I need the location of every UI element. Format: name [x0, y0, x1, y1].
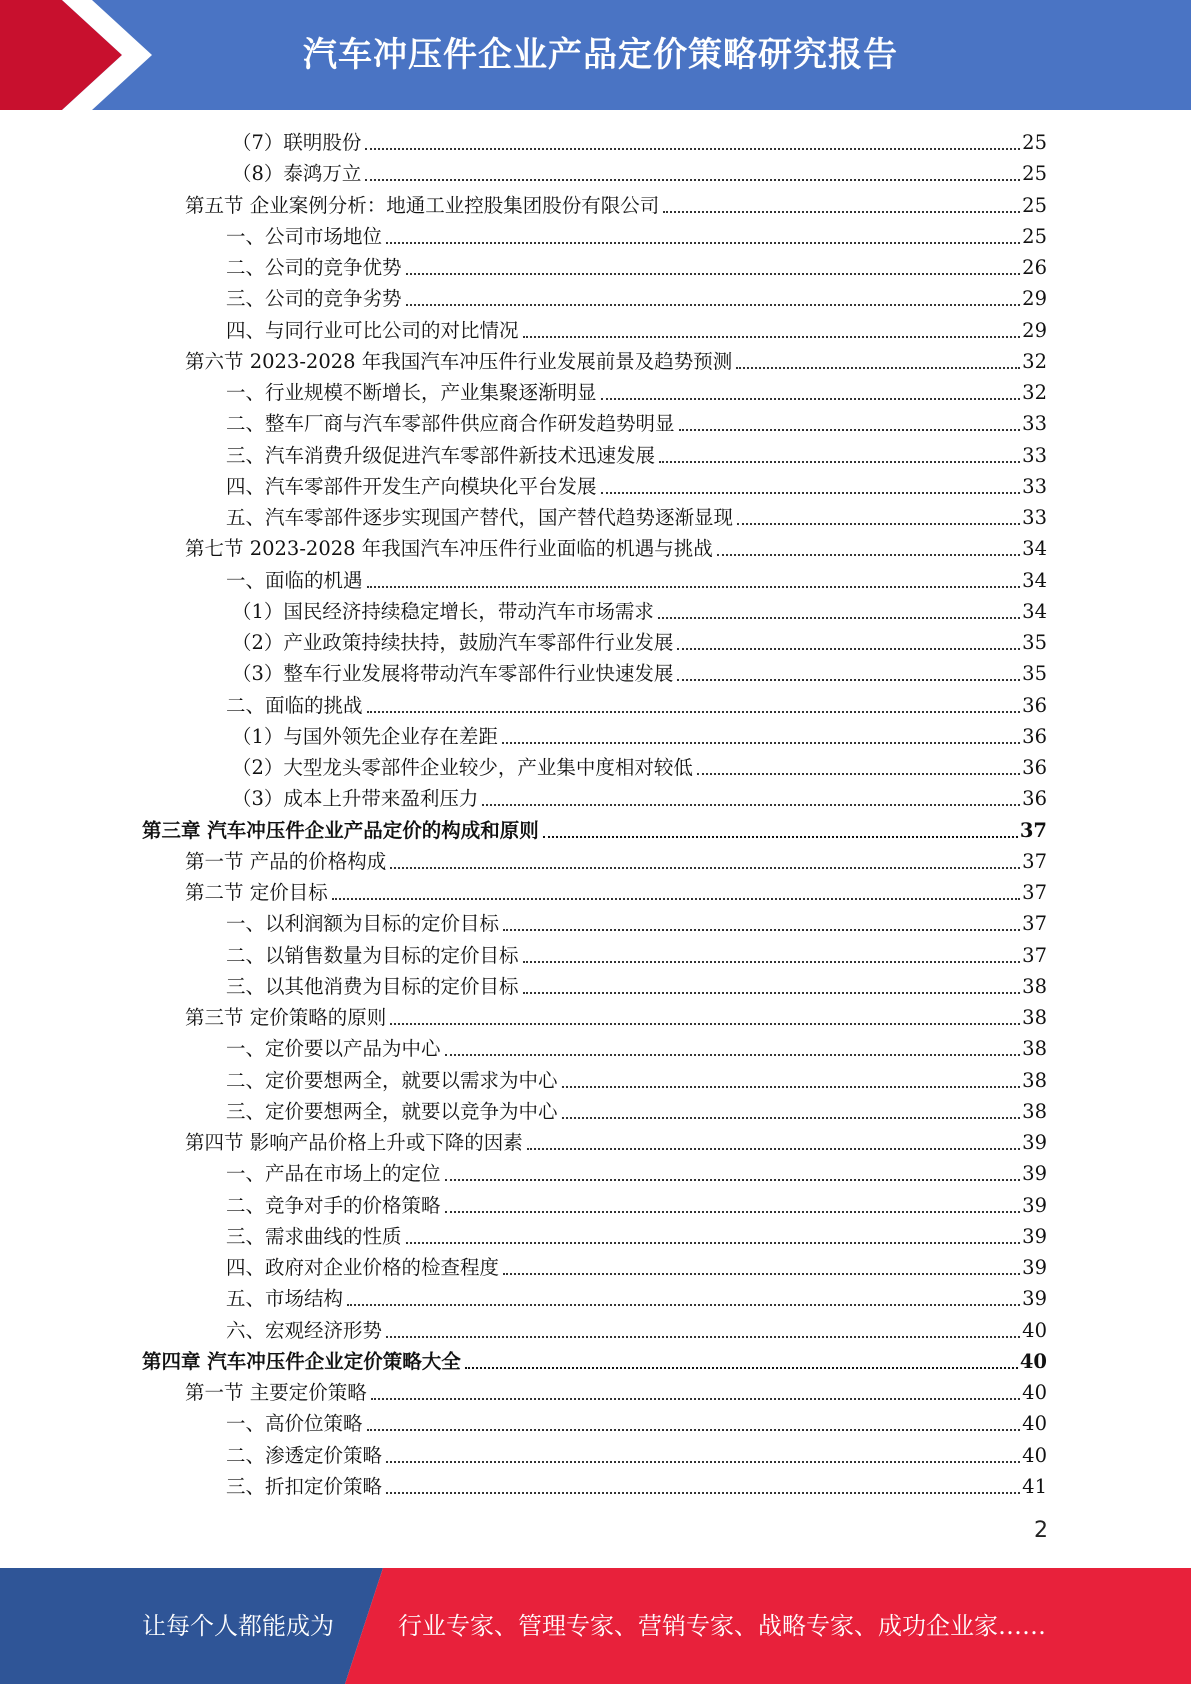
toc-entry[interactable]: [185, 846, 1047, 877]
toc-entry-page: 32: [1022, 349, 1047, 373]
toc-entry-label: 五、汽车零部件逐步实现国产替代，国产替代趋势逐渐显现: [226, 506, 734, 529]
toc-entry[interactable]: [226, 1096, 1047, 1127]
toc-entry-label: 二、竞争对手的价格策略: [226, 1193, 441, 1217]
toc-dot-leader: [679, 429, 1021, 431]
toc-dot-leader: [367, 711, 1021, 713]
toc-entry[interactable]: [226, 908, 1047, 939]
toc-dot-leader: [445, 1211, 1021, 1213]
toc-entry-page: 37: [1022, 943, 1047, 967]
toc-entry-page: 39: [1022, 1131, 1047, 1154]
toc-entry-page: 37: [1022, 912, 1047, 936]
toc-entry-label: 第六节 2023-2028 年我国汽车冲压件行业发展前景及趋势预测: [185, 349, 733, 373]
toc-entry-page: 39: [1022, 1256, 1047, 1279]
toc-entry-label: 四、政府对企业价格的检查程度: [226, 1256, 500, 1279]
toc-entry-page: 38: [1022, 1099, 1047, 1123]
toc-dot-leader: [659, 461, 1020, 463]
toc-entry-label: 五、市场结构: [226, 1287, 344, 1311]
toc-entry-page: 37: [1022, 849, 1047, 873]
toc-entry-page: 35: [1022, 631, 1047, 654]
toc-entry[interactable]: [226, 408, 1047, 439]
toc-entry-label: （1）国民经济持续稳定增长，带动汽车市场需求: [232, 599, 654, 623]
toc-entry[interactable]: [185, 1002, 1047, 1033]
toc-dot-leader: [503, 929, 1020, 931]
toc-entry-page: 38: [1022, 1037, 1047, 1061]
toc-entry-label: （7）联明股份: [232, 131, 362, 154]
toc-entry[interactable]: [226, 283, 1047, 314]
toc-entry[interactable]: [226, 315, 1047, 346]
toc-entry[interactable]: [185, 533, 1047, 564]
toc-entry[interactable]: [226, 1158, 1047, 1189]
toc-dot-leader: [347, 1304, 1020, 1306]
toc-entry-page: 25: [1022, 224, 1047, 248]
toc-entry-page: 36: [1022, 724, 1047, 748]
toc-dot-leader: [601, 398, 1021, 400]
toc-dot-leader: [663, 211, 1020, 213]
toc-entry-page: 33: [1022, 474, 1047, 498]
toc-entry-label: （3）成本上升带来盈利压力: [232, 787, 479, 811]
toc-entry[interactable]: [226, 1440, 1047, 1471]
toc-entry-page: 36: [1022, 693, 1047, 717]
toc-entry-label: 四、汽车零部件开发生产向模块化平台发展: [226, 474, 597, 498]
toc-entry[interactable]: [226, 1252, 1047, 1283]
toc-dot-leader: [390, 867, 1020, 869]
toc-entry[interactable]: [232, 627, 1047, 658]
toc-entry[interactable]: [226, 1471, 1047, 1502]
page-number: 2: [1034, 1518, 1048, 1543]
toc-dot-leader: [677, 648, 1020, 650]
toc-entry-label: 三、定价要想两全，就要以竞争为中心: [226, 1099, 558, 1123]
toc-entry-label: 一、面临的机遇: [226, 568, 363, 592]
toc-dot-leader: [445, 1179, 1021, 1181]
toc-entry-page: 34: [1022, 599, 1047, 623]
toc-entry-page: 37: [1022, 881, 1047, 904]
footer-band: [0, 1568, 1191, 1684]
toc-entry[interactable]: [226, 1283, 1047, 1314]
toc-dot-leader: [503, 1273, 1020, 1275]
toc-entry-label: 二、定价要想两全，就要以需求为中心: [226, 1068, 558, 1092]
toc-dot-leader: [386, 1492, 1020, 1494]
toc-entry-page: 35: [1022, 662, 1047, 686]
toc-entry[interactable]: [226, 690, 1047, 721]
footer-slogan-right: 行业专家、管理专家、营销专家、战略专家、成功企业家……: [398, 1612, 1046, 1640]
toc-dot-leader: [658, 617, 1020, 619]
toc-entry-label: 二、以销售数量为目标的定价目标: [226, 943, 519, 967]
toc-entry[interactable]: [226, 1408, 1047, 1439]
toc-entry-page: 36: [1022, 787, 1047, 811]
toc-entry-page: 39: [1022, 1162, 1047, 1186]
toc-dot-leader: [736, 367, 1020, 369]
toc-dot-leader: [523, 992, 1021, 994]
toc-entry[interactable]: [232, 127, 1047, 158]
toc-entry[interactable]: [226, 940, 1047, 971]
toc-dot-leader: [386, 1336, 1020, 1338]
toc-entry[interactable]: [226, 252, 1047, 283]
toc-entry[interactable]: [226, 1190, 1047, 1221]
toc-dot-leader: [365, 148, 1020, 150]
toc-entry-label: 一、高价位策略: [226, 1412, 363, 1436]
toc-entry-label: （2）产业政策持续扶持，鼓励汽车零部件行业发展: [232, 631, 674, 654]
toc-dot-leader: [465, 1367, 1018, 1369]
toc-entry-label: 二、整车厂商与汽车零部件供应商合作研发趋势明显: [226, 412, 675, 436]
toc-entry-page: 39: [1022, 1224, 1047, 1248]
toc-dot-leader: [601, 492, 1021, 494]
toc-dot-leader: [562, 1086, 1021, 1088]
toc-entry-page: 34: [1022, 537, 1047, 561]
toc-entry-label: （3）整车行业发展将带动汽车零部件行业快速发展: [232, 662, 674, 686]
toc-entry-label: 第五节 企业案例分析：地通工业控股集团股份有限公司: [185, 193, 660, 217]
toc-entry-label: 二、渗透定价策略: [226, 1443, 383, 1467]
toc-entry-page: 40: [1022, 1443, 1047, 1467]
toc-dot-leader: [562, 1117, 1021, 1119]
toc-entry-label: 第一节 产品的价格构成: [185, 849, 387, 873]
toc-entry-page: 38: [1022, 1068, 1047, 1092]
toc-entry[interactable]: [226, 971, 1047, 1002]
toc-entry-label: （1）与国外领先企业存在差距: [232, 724, 498, 748]
toc-entry[interactable]: [232, 158, 1047, 189]
toc-entry-page: 26: [1022, 256, 1047, 279]
toc-dot-leader: [523, 336, 1021, 338]
toc-dot-leader: [527, 1148, 1020, 1150]
toc-entry-page: 40: [1022, 1381, 1047, 1404]
toc-dot-leader: [367, 586, 1021, 588]
toc-entry-label: 三、以其他消费为目标的定价目标: [226, 974, 519, 998]
toc-entry-label: 二、面临的挑战: [226, 693, 363, 717]
toc-entry-page: 32: [1022, 381, 1047, 404]
toc-entry-page: 33: [1022, 412, 1047, 436]
toc-entry-label: 第七节 2023-2028 年我国汽车冲压件行业面临的机遇与挑战: [185, 537, 713, 561]
toc-entry-page: 25: [1022, 162, 1047, 186]
toc-entry[interactable]: [142, 1346, 1047, 1377]
toc-dot-leader: [697, 773, 1020, 775]
toc-entry[interactable]: [232, 658, 1047, 689]
toc-entry[interactable]: [232, 721, 1047, 752]
toc-entry-label: 第二节 定价目标: [185, 881, 328, 904]
toc-entry-label: 第三节 定价策略的原则: [185, 1006, 387, 1029]
toc-entry-label: （8）泰鸿万立: [232, 162, 362, 186]
toc-entry-label: 第四节 影响产品价格上升或下降的因素: [185, 1131, 523, 1154]
toc-entry[interactable]: [185, 1127, 1047, 1158]
toc-entry[interactable]: [226, 1221, 1047, 1252]
toc-dot-leader: [371, 1398, 1020, 1400]
toc-entry-label: 一、公司市场地位: [226, 224, 383, 248]
toc-dot-leader: [365, 179, 1020, 181]
toc-entry[interactable]: [232, 596, 1047, 627]
toc-entry-label: 四、与同行业可比公司的对比情况: [226, 318, 519, 342]
toc-entry[interactable]: [185, 877, 1047, 908]
toc-entry-label: 六、宏观经济形势: [226, 1318, 383, 1342]
toc-entry[interactable]: [185, 346, 1047, 377]
toc-dot-leader: [502, 742, 1020, 744]
toc-entry[interactable]: [232, 783, 1047, 814]
toc-dot-leader: [390, 1023, 1020, 1025]
toc-entry-page: 39: [1022, 1287, 1047, 1311]
toc-dot-leader: [543, 836, 1018, 838]
toc-entry-page: 38: [1022, 1006, 1047, 1029]
document-title: 汽车冲压件企业产品定价策略研究报告: [303, 35, 898, 75]
toc-entry-label: 一、以利润额为目标的定价目标: [226, 912, 500, 936]
toc-entry-label: 二、公司的竞争优势: [226, 256, 402, 279]
toc-entry[interactable]: [226, 377, 1047, 408]
toc-dot-leader: [523, 961, 1021, 963]
toc-entry[interactable]: [185, 1377, 1047, 1408]
toc-dot-leader: [482, 804, 1020, 806]
toc-entry-page: 39: [1022, 1193, 1047, 1217]
toc-entry-label: 一、定价要以产品为中心: [226, 1037, 441, 1061]
toc-entry-page: 40: [1022, 1318, 1047, 1342]
toc-entry[interactable]: [185, 190, 1047, 221]
toc-dot-leader: [737, 523, 1020, 525]
toc-entry[interactable]: [226, 1033, 1047, 1064]
toc-dot-leader: [406, 273, 1021, 275]
toc-dot-leader: [406, 304, 1021, 306]
toc-dot-leader: [386, 242, 1020, 244]
toc-entry[interactable]: [226, 440, 1047, 471]
toc-entry-page: 38: [1022, 974, 1047, 998]
toc-entry-label: 三、折扣定价策略: [226, 1474, 383, 1498]
toc-entry-page: 40: [1019, 1349, 1047, 1373]
toc-entry-page: 34: [1022, 568, 1047, 592]
toc-entry-label: 三、公司的竞争劣势: [226, 287, 402, 311]
toc-entry[interactable]: [226, 471, 1047, 502]
toc-entry[interactable]: [226, 221, 1047, 252]
toc-entry-label: 第四章 汽车冲压件企业定价策略大全: [142, 1349, 461, 1373]
toc-entry[interactable]: [226, 565, 1047, 596]
toc-dot-leader: [332, 898, 1020, 900]
toc-entry-label: 三、汽车消费升级促进汽车零部件新技术迅速发展: [226, 443, 656, 467]
toc-dot-leader: [367, 1429, 1021, 1431]
toc-entry-page: 33: [1022, 506, 1047, 529]
toc-entry-page: 36: [1022, 756, 1047, 779]
toc-entry-page: 40: [1022, 1412, 1047, 1436]
toc-entry-page: 37: [1019, 818, 1047, 842]
toc-entry-label: 第三章 汽车冲压件企业产品定价的构成和原则: [142, 818, 539, 842]
toc-entry-page: 25: [1022, 193, 1047, 217]
toc-entry[interactable]: [226, 1315, 1047, 1346]
toc-dot-leader: [406, 1242, 1021, 1244]
toc-dot-leader: [677, 679, 1020, 681]
toc-entry-label: 一、行业规模不断增长，产业集聚逐渐明显: [226, 381, 597, 404]
toc-entry[interactable]: [142, 815, 1047, 846]
toc-entry-label: 三、需求曲线的性质: [226, 1224, 402, 1248]
toc-entry-page: 25: [1022, 131, 1047, 154]
toc-entry-page: 33: [1022, 443, 1047, 467]
header-band: [0, 0, 1191, 110]
toc-entry-page: 41: [1022, 1474, 1047, 1498]
toc-entry[interactable]: [226, 1065, 1047, 1096]
toc-entry-label: 第一节 主要定价策略: [185, 1381, 367, 1404]
toc-entry[interactable]: [226, 502, 1047, 533]
footer-slogan-left: 让每个人都能成为: [142, 1612, 334, 1640]
toc-entry-page: 29: [1022, 318, 1047, 342]
toc-dot-leader: [386, 1461, 1020, 1463]
toc-dot-leader: [445, 1054, 1021, 1056]
toc-dot-leader: [717, 554, 1020, 556]
toc-entry-page: 29: [1022, 287, 1047, 311]
toc-entry-label: 一、产品在市场上的定位: [226, 1162, 441, 1186]
toc-entry[interactable]: [232, 752, 1047, 783]
toc-entry-label: （2）大型龙头零部件企业较少，产业集中度相对较低: [232, 756, 693, 779]
